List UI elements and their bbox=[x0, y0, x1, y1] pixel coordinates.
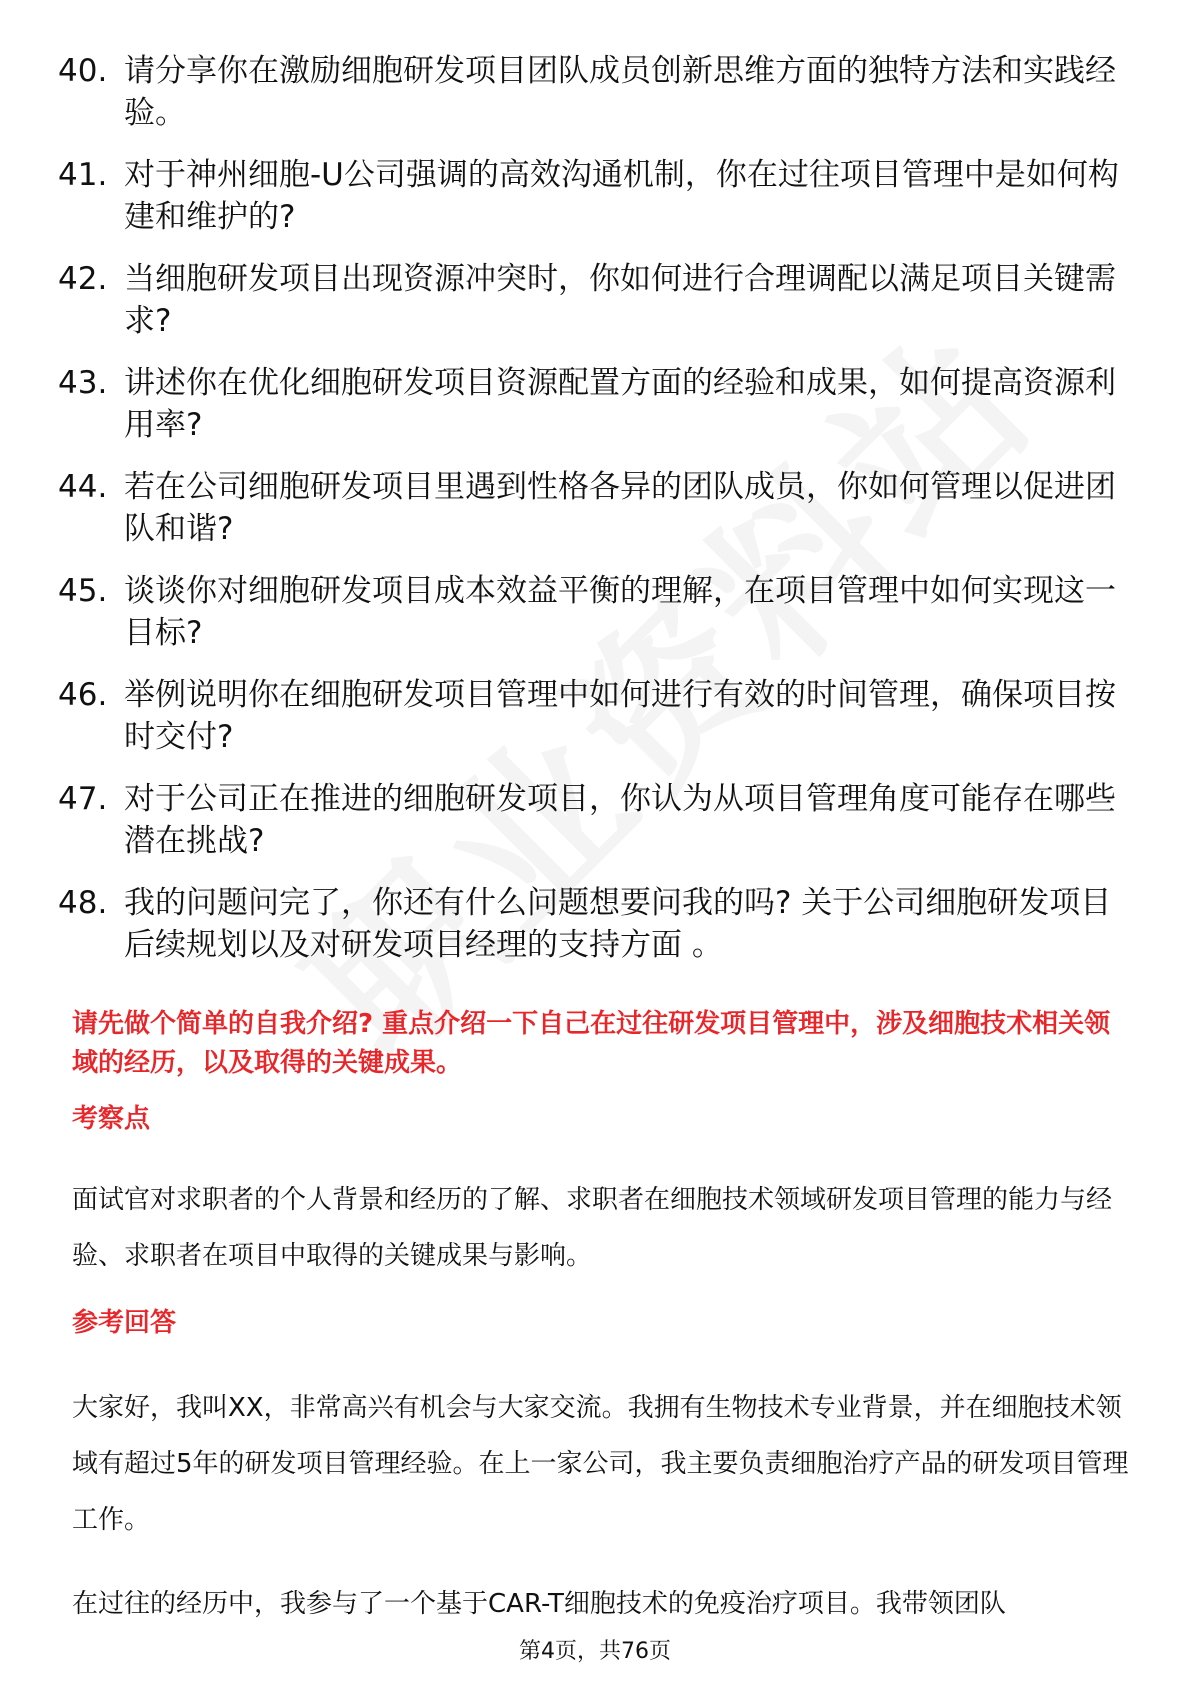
question-text: 讲述你在优化细胞研发项目资源配置方面的经验和成果，如何提高资源利用率? bbox=[124, 365, 1116, 443]
question-number: 40. bbox=[58, 53, 108, 89]
question-text: 若在公司细胞研发项目里遇到性格各异的团队成员，你如何管理以促进团队和谐? bbox=[124, 469, 1116, 547]
question-number: 44. bbox=[58, 469, 108, 505]
list-item bbox=[58, 778, 1138, 862]
question-text: 当细胞研发项目出现资源冲突时，你如何进行合理调配以满足项目关键需求? bbox=[124, 261, 1116, 339]
question-number: 46. bbox=[58, 677, 108, 713]
highlight-question: 请先做个简单的自我介绍? 重点介绍一下自己在过往研发项目管理中，涉及细胞技术相关领域的经历，以及取得的关键成果。 bbox=[72, 1009, 1111, 1078]
question-number: 45. bbox=[58, 573, 108, 609]
question-text: 请分享你在激励细胞研发项目团队成员创新思维方面的独特方法和实践经验。 bbox=[124, 53, 1116, 131]
question-text: 我的问题问完了，你还有什么问题想要问我的吗? 关于公司细胞研发项目后续规划以及对研发项目经理的支持方面 。 bbox=[124, 885, 1112, 963]
reference-paragraph: 大家好，我叫XX，非常高兴有机会与大家交流。我拥有生物技术专业背景，并在细胞技术领域有超过5年的研发项目管理经验。在上一家公司，我主要负责细胞治疗产品的研发项目管理工作。 bbox=[72, 1393, 1129, 1535]
question-number: 42. bbox=[58, 261, 108, 297]
question-number: 48. bbox=[58, 885, 108, 921]
question-number: 47. bbox=[58, 781, 108, 817]
reference-paragraph: 在过往的经历中，我参与了一个基于CAR-T细胞技术的免疫治疗项目。我带领团队 bbox=[72, 1589, 1006, 1619]
reference-label: 参考回答 bbox=[72, 1308, 177, 1338]
question-text: 对于公司正在推进的细胞研发项目，你认为从项目管理角度可能存在哪些潜在挑战? bbox=[124, 781, 1116, 859]
list-item bbox=[58, 154, 1138, 238]
list-item bbox=[58, 674, 1138, 758]
assessment-label: 考察点 bbox=[72, 1104, 151, 1134]
question-number: 41. bbox=[58, 157, 108, 193]
question-text: 谈谈你对细胞研发项目成本效益平衡的理解，在项目管理中如何实现这一目标? bbox=[124, 573, 1116, 651]
question-text: 对于神州细胞-U公司强调的高效沟通机制，你在过往项目管理中是如何构建和维护的? bbox=[124, 157, 1119, 235]
question-list bbox=[58, 50, 1138, 986]
list-item bbox=[58, 570, 1138, 654]
assessment-text: 面试官对求职者的个人背景和经历的了解、求职者在细胞技术领域研发项目管理的能力与经验、求职者在项目中取得的关键成果与影响。 bbox=[72, 1185, 1113, 1271]
list-item bbox=[58, 362, 1138, 446]
list-item bbox=[58, 50, 1138, 134]
question-text: 举例说明你在细胞研发项目管理中如何进行有效的时间管理，确保项目按时交付? bbox=[124, 677, 1116, 755]
question-number: 43. bbox=[58, 365, 108, 401]
list-item bbox=[58, 882, 1138, 966]
list-item bbox=[58, 466, 1138, 550]
page-footer: 第4页，共76页 bbox=[519, 1639, 671, 1664]
list-item bbox=[58, 258, 1138, 342]
